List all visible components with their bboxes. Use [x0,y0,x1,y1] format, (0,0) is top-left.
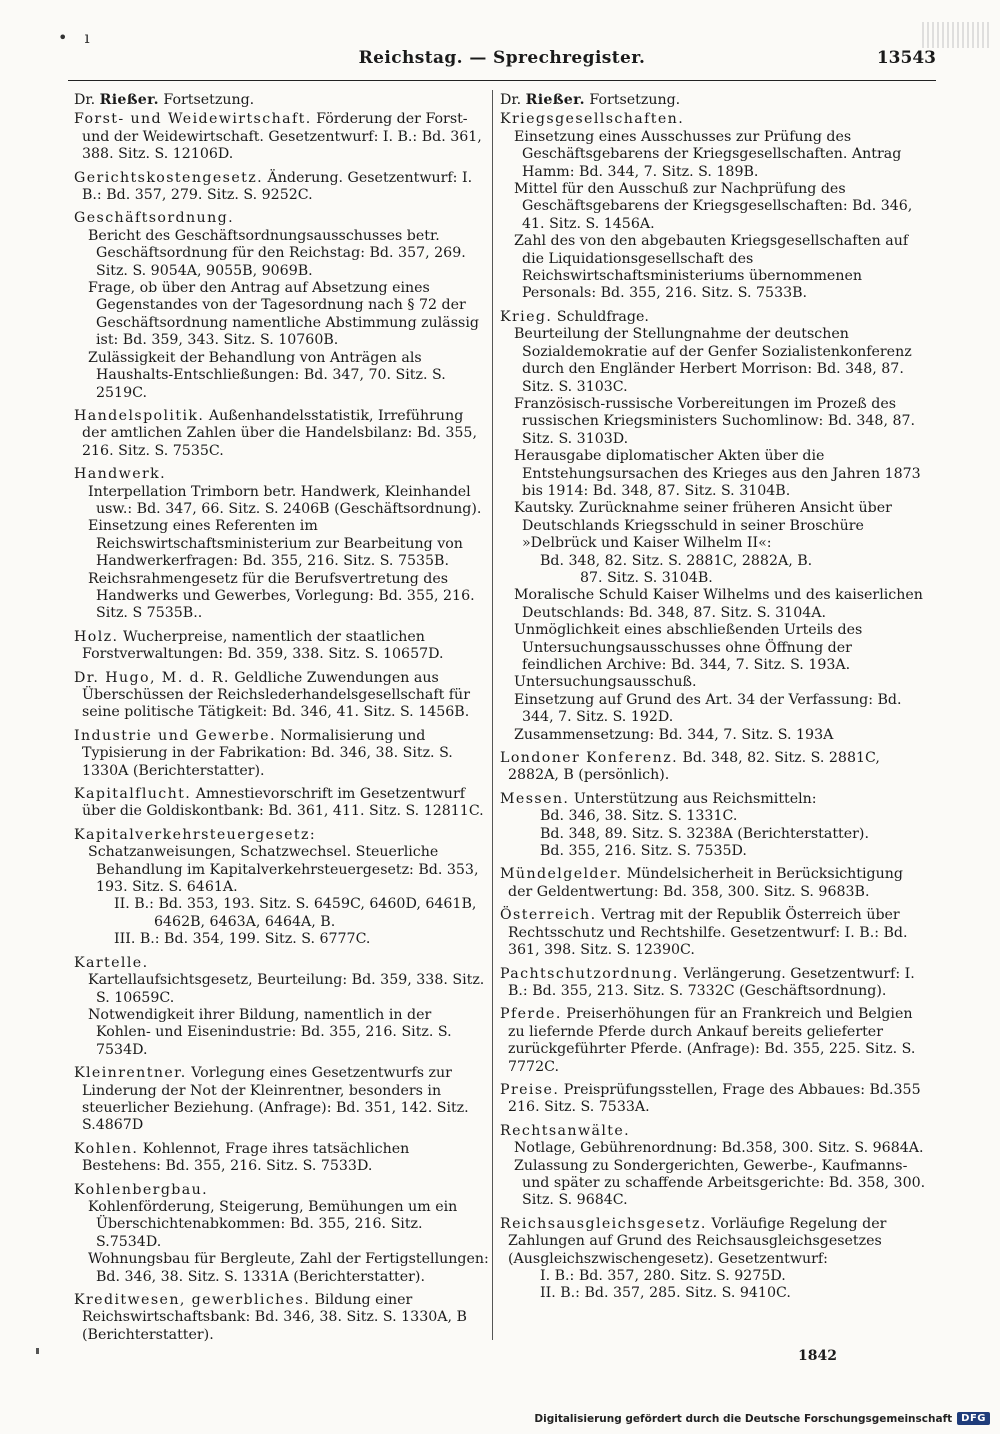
entry-subitem: Zulassung zu Sondergerichten, Gewerbe-, Kaufmanns- und später zu schaffende Arbeitsgerichte: Bd. 358, 300. Sitz. S. 9684C. [514,1157,926,1209]
index-entry [74,728,489,780]
running-head: Reichstag. — Sprechregister. [358,48,646,68]
entry-subitem: Kautsky. Zurücknahme seiner früheren Ansicht über Deutschlands Kriegsschuld in seiner Broschüre »Delbrück und Kaiser Wilhelm II«: [514,500,892,552]
index-entry [500,750,930,785]
entry-topic [74,1292,489,1344]
index-entry [74,466,489,623]
entry-text: Geldliche Zuwendungen aus Überschüssen der Reichslederhandelsgesellschaft für seine politische Tätigkeit: Bd. 346, 41. Sitz. S. 1456B. [82,669,470,721]
right-column [500,92,930,1309]
index-entry [500,1216,930,1303]
entry-reference: Bd. 348, 89. Sitz. S. 3238A (Berichterstatter). [540,825,869,842]
entry-text: Normalisierung und Typisierung in der Fabrikation: Bd. 346, 38. Sitz. S. 1330A (Berichterstatter). [82,727,453,779]
entry-topic [500,866,930,901]
entries-right [500,111,930,1302]
entry-text: Mündelsicherheit in Berücksichtigung der Geldentwertung: Bd. 358, 300. Sitz. S. 9683B. [508,866,903,900]
entry-text: Bildung einer Reichswirtschaftsbank: Bd. 346, 38. Sitz. S. 1330A, B (Berichterstatter). [82,1292,467,1343]
index-entry [500,1123,930,1210]
entry-keyword: Handwerk. [74,466,167,483]
entry-subitem: Wohnungsbau für Bergleute, Zahl der Fertigstellungen: Bd. 346, 38. Sitz. S. 1331A (Berichterstatter). [88,1251,489,1285]
entry-topic [500,309,930,326]
entry-topic [500,966,930,1001]
entry-topic [74,1141,489,1176]
entry-topic [500,791,930,808]
head-suffix: Fortsetzung. [589,92,681,108]
column-head-right [500,92,930,109]
entry-subitem: Herausgabe diplomatischer Akten über die Entstehungsursachen des Krieges aus den Jahren 1873 bis 1914: Bd. 348, 87. Sitz. S. 3104B. [514,448,921,499]
index-entry [74,629,489,664]
head-prefix: Dr. [74,92,96,108]
entry-keyword: Londoner Konferenz. [500,750,678,767]
entry-keyword: Handelspolitik. [74,407,205,424]
column-divider [492,90,493,1340]
head-prefix: Dr. [500,92,522,108]
entry-reference: II. B.: Bd. 353, 193. Sitz. S. 6459C, 6460D, 6461B, [114,896,477,913]
entry-keyword: Dr. Hugo, M. d. R. [74,669,230,686]
entry-keyword: Forst- und Weidewirtschaft. [74,111,312,128]
index-entry [74,670,489,722]
index-entry [500,966,930,1001]
entry-text: Änderung. Gesetzentwurf: I. B.: Bd. 357, 279. Sitz. S. 9252C. [82,169,473,204]
entry-topic [74,408,489,460]
entry-subitem: Beurteilung der Stellungnahme der deutschen Sozialdemokratie auf der Genfer Sozialistenkonferenz durch den Engländer Herbert Morrison: Bd. 348, 87. Sitz. S. 3103C. [514,326,912,395]
scan-speck [36,1348,39,1354]
entry-subitem: Notlage, Gebührenordnung: Bd.358, 300. Sitz. S. 9684A. [514,1140,924,1157]
entry-topic [74,1182,489,1199]
entry-text: Unterstützung aus Reichsmitteln: [569,790,817,807]
entry-text: Vertrag mit der Republik Österreich über Rechtsschutz und Rechtshilfe. Gesetzentwurf: I. B.: Bd. 361, 398. Sitz. S. 12390C. [508,907,908,959]
entry-subitem: Notwendigkeit ihrer Bildung, namentlich in der Kohlen- und Eisenindustrie: Bd. 355, 216. Sitz. S. 7534D. [88,1006,452,1058]
entry-text: Vorläufige Regelung der Zahlungen auf Grund des Reichsausgleichsgesetzes (Ausgleichszwischengesetz). Gesetzentwurf: [508,1215,887,1267]
head-suffix: Fortsetzung. [163,92,255,108]
corner-mark: • ı [58,28,96,47]
entry-topic [74,111,489,163]
index-entry [74,1292,489,1344]
index-entry [500,1006,930,1076]
dfg-logo: DFG [957,1412,990,1425]
index-entry [74,1141,489,1176]
entries-left [74,111,489,1344]
index-entry [74,1182,489,1286]
entry-keyword: Kohlen. [74,1140,139,1157]
entry-subitem: Moralische Schuld Kaiser Wilhelms und des kaiserlichen Deutschlands: Bd. 348, 87. Sitz. S. 3104A. [514,587,923,621]
entry-reference: 87. Sitz. S. 3104B. [580,569,713,586]
entry-topic [500,111,930,128]
entry-keyword: Pachtschutzordnung. [500,965,679,982]
entry-keyword: Messen. [500,790,570,807]
entry-subitem: Interpellation Trimborn betr. Handwerk, Kleinhandel usw.: Bd. 347, 66. Sitz. S. 2406B (Geschäftsordnung). [88,483,482,517]
digitization-credit [534,1412,990,1425]
entry-reference: Bd. 348, 82. Sitz. S. 2881C, 2882A, B. [540,552,813,569]
entry-reference: Bd. 355, 216. Sitz. S. 7535D. [540,843,747,860]
entry-keyword: Preise. [500,1081,560,1098]
entry-reference: I. B.: Bd. 357, 280. Sitz. S. 9275D. [540,1268,786,1284]
entry-keyword: Industrie und Gewerbe. [74,727,276,744]
entry-keyword: Kapitalverkehrsteuergesetz: [74,826,317,843]
entry-reference: Bd. 346, 38. Sitz. S. 1331C. [540,808,738,825]
entry-subitem: Kohlenförderung, Steigerung, Bemühungen um ein Überschichtenabkommen: Bd. 355, 216. Sitz. S.7534D. [88,1198,458,1250]
entry-subitem: Einsetzung eines Ausschusses zur Prüfung des Geschäftsgebarens der Kriegsgesellschaften. Antrag Hamm: Bd. 344, 7. Sitz. S. 189B. [514,128,902,180]
entry-keyword: Kleinrentner. [74,1065,187,1082]
page-number: 13543 [876,48,936,68]
entry-topic [500,750,930,785]
entry-text: Vorlegung eines Gesetzentwurfs zur Linderung der Not der Kleinrentner, besonders in steuerlicher Beziehung. (Anfrage): Bd. 351, 142. Sitz. S.4867D [82,1065,469,1134]
entry-subitem: Schatzanweisungen, Schatzwechsel. Steuerliche Behandlung im Kapitalverkehrsteuergesetz: Bd. 353, 193. Sitz. S. 6461A. [88,844,479,896]
entry-topic [74,210,489,227]
entry-topic [74,670,489,722]
index-entry [500,111,930,302]
entry-subitem: Kartellaufsichtsgesetz, Beurteilung: Bd. 359, 338. Sitz. S. 10659C. [88,972,485,1006]
entry-subitem: Einsetzung eines Referenten im Reichswirtschaftsministerium zur Bearbeitung von Handwerkerfragen: Bd. 355, 216. Sitz. S. 7535B. [88,518,463,570]
entry-keyword: Kreditwesen, gewerbliches. [74,1292,311,1308]
entry-subitem: Untersuchungsausschuß. [514,674,697,691]
entry-keyword: Holz. [74,628,119,645]
index-entry [74,1065,489,1135]
entry-keyword: Krieg. [500,308,553,325]
entry-subitem: Mittel für den Ausschuß zur Nachprüfung des Geschäftsgebarens der Kriegsgesellschaften: Bd. 346, 41. Sitz. S. 1456A. [514,181,913,232]
entry-subitem: Zusammensetzung: Bd. 344, 7. Sitz. S. 193A [514,726,834,743]
entry-keyword: Kapitalflucht. [74,786,192,803]
entry-topic [74,955,489,972]
index-entry [74,111,489,163]
index-entry [74,408,489,460]
index-entry [74,955,489,1059]
entry-text: Wucherpreise, namentlich der staatlichen Forstverwaltungen: Bd. 359, 338. Sitz. S. 10657D. [82,628,444,663]
entry-topic [500,1216,930,1268]
entry-subitem: Einsetzung auf Grund des Art. 34 der Verfassung: Bd. 344, 7. Sitz. S. 192D. [514,691,902,726]
left-column [74,92,489,1350]
entry-subitem: Bericht des Geschäftsordnungsausschusses betr. Geschäftsordnung für den Reichstag: Bd. 357, 269. Sitz. S. 9054A, 9055B, 9069B. [88,227,466,279]
entry-subitem: Unmöglichkeit eines abschließenden Urteils des Untersuchungsausschusses ohne Öffnung der feindlichen Archive: Bd. 344, 7. Sitz. S. 193A. [514,622,863,673]
head-name: Rießer. [99,92,159,108]
entry-keyword: Reichsausgleichsgesetz. [500,1215,707,1232]
column-head-left [74,92,489,109]
entry-subitem: Zahl des von den abgebauten Kriegsgesellschaften auf die Liquidationsgesellschaft des Reichswirtschaftsministeriums übernommenen Personals: Bd. 355, 216. Sitz. S. 7533B. [514,233,909,302]
entry-keyword: Kriegsgesellschaften. [500,111,685,128]
index-entry [74,170,489,205]
entry-text: Schuldfrage. [552,308,649,325]
head-name: Rießer. [525,92,585,108]
index-entry [74,827,489,949]
entry-keyword: Österreich. [500,907,597,924]
entry-topic [74,786,489,821]
index-entry [500,1082,930,1117]
entry-subitem: Französisch-russische Vorbereitungen im Prozeß des russischen Kriegsministers Suchomlinow: Bd. 348, 87. Sitz. S. 3103D. [514,395,916,447]
entry-keyword: Gerichtskostengesetz. [74,169,264,186]
entry-text: Preiserhöhungen für an Frankreich und Belgien zu liefernde Pferde durch Ankauf bereits gelieferter zurückgeführter Pferde. (Anfrage): Bd. 355, 225. Sitz. S. 7772C. [508,1006,916,1075]
page-header [68,48,936,76]
entry-reference: II. B.: Bd. 357, 285. Sitz. S. 9410C. [540,1285,791,1302]
entry-text: Förderung der Forst- und der Weidewirtschaft. Gesetzentwurf: I. B.: Bd. 361, 388. Sitz. S. 12106D. [82,111,482,163]
index-entry [74,786,489,821]
entry-reference: III. B.: Bd. 354, 199. Sitz. S. 6777C. [114,931,371,948]
entry-keyword: Rechtsanwälte. [500,1122,631,1139]
entry-text: Außenhandelsstatistik, Irreführung der amtlichen Zahlen über die Handelsbilanz: Bd. 355, 216. Sitz. S. 7535C. [82,407,477,459]
entry-text: Preisprüfungsstellen, Frage des Abbaues: Bd.355 216. Sitz. S. 7533A. [508,1081,921,1116]
scan-edge-artifact [922,22,992,48]
credit-text: Digitalisierung gefördert durch die Deutsche Forschungsgemeinschaft [534,1412,953,1425]
entry-keyword: Kartelle. [74,954,149,971]
entry-text: Bd. 348, 82. Sitz. S. 2881C, 2882A, B (persönlich). [508,750,880,784]
index-entry [500,309,930,744]
entry-keyword: Mündelgelder. [500,866,623,883]
entry-topic [74,728,489,780]
signature-number: 1842 [798,1348,837,1364]
index-entry [74,210,489,401]
entry-topic [500,907,930,959]
entry-subitem: Frage, ob über den Antrag auf Absetzung eines Gegenstandes von der Tagesordnung nach § 72 der Geschäftsordnung namentliche Abstimmung zulässig ist: Bd. 359, 343. Sitz. S. 10760B. [88,280,479,349]
entry-topic [500,1082,930,1117]
entry-topic [74,1065,489,1135]
entry-topic [500,1123,930,1140]
entry-topic [74,170,489,205]
index-entry [500,907,930,959]
entry-topic [74,827,489,844]
entry-keyword: Geschäftsordnung. [74,210,234,227]
entry-keyword: Pferde. [500,1006,562,1023]
entry-keyword: Kohlenbergbau. [74,1181,209,1198]
index-entry [500,791,930,861]
entry-topic [500,1006,930,1076]
entry-topic [74,629,489,664]
entry-reference: 6462B, 6463A, 6464A, B. [154,913,336,930]
index-entry [500,866,930,901]
entry-subitem: Zulässigkeit der Behandlung von Anträgen als Haushalts-Entschließungen: Bd. 347, 70. Sitz. S. 2519C. [88,349,446,401]
entry-topic [74,466,489,483]
header-rule [68,80,936,81]
entry-text: Kohlennot, Frage ihres tatsächlichen Bestehens: Bd. 355, 216. Sitz. S. 7533D. [82,1140,410,1175]
entry-subitem: Reichsrahmengesetz für die Berufsvertretung des Handwerks und Gewerbes, Vorlegung: Bd. 355, 216. Sitz. S 7535B.. [88,570,475,622]
entry-text: Amnestievorschrift im Gesetzentwurf über die Goldiskontbank: Bd. 361, 411. Sitz. S. 12811C. [82,786,484,820]
entry-text: Verlängerung. Gesetzentwurf: I. B.: Bd. 355, 213. Sitz. S. 7332C (Geschäftsordnung). [508,965,915,999]
